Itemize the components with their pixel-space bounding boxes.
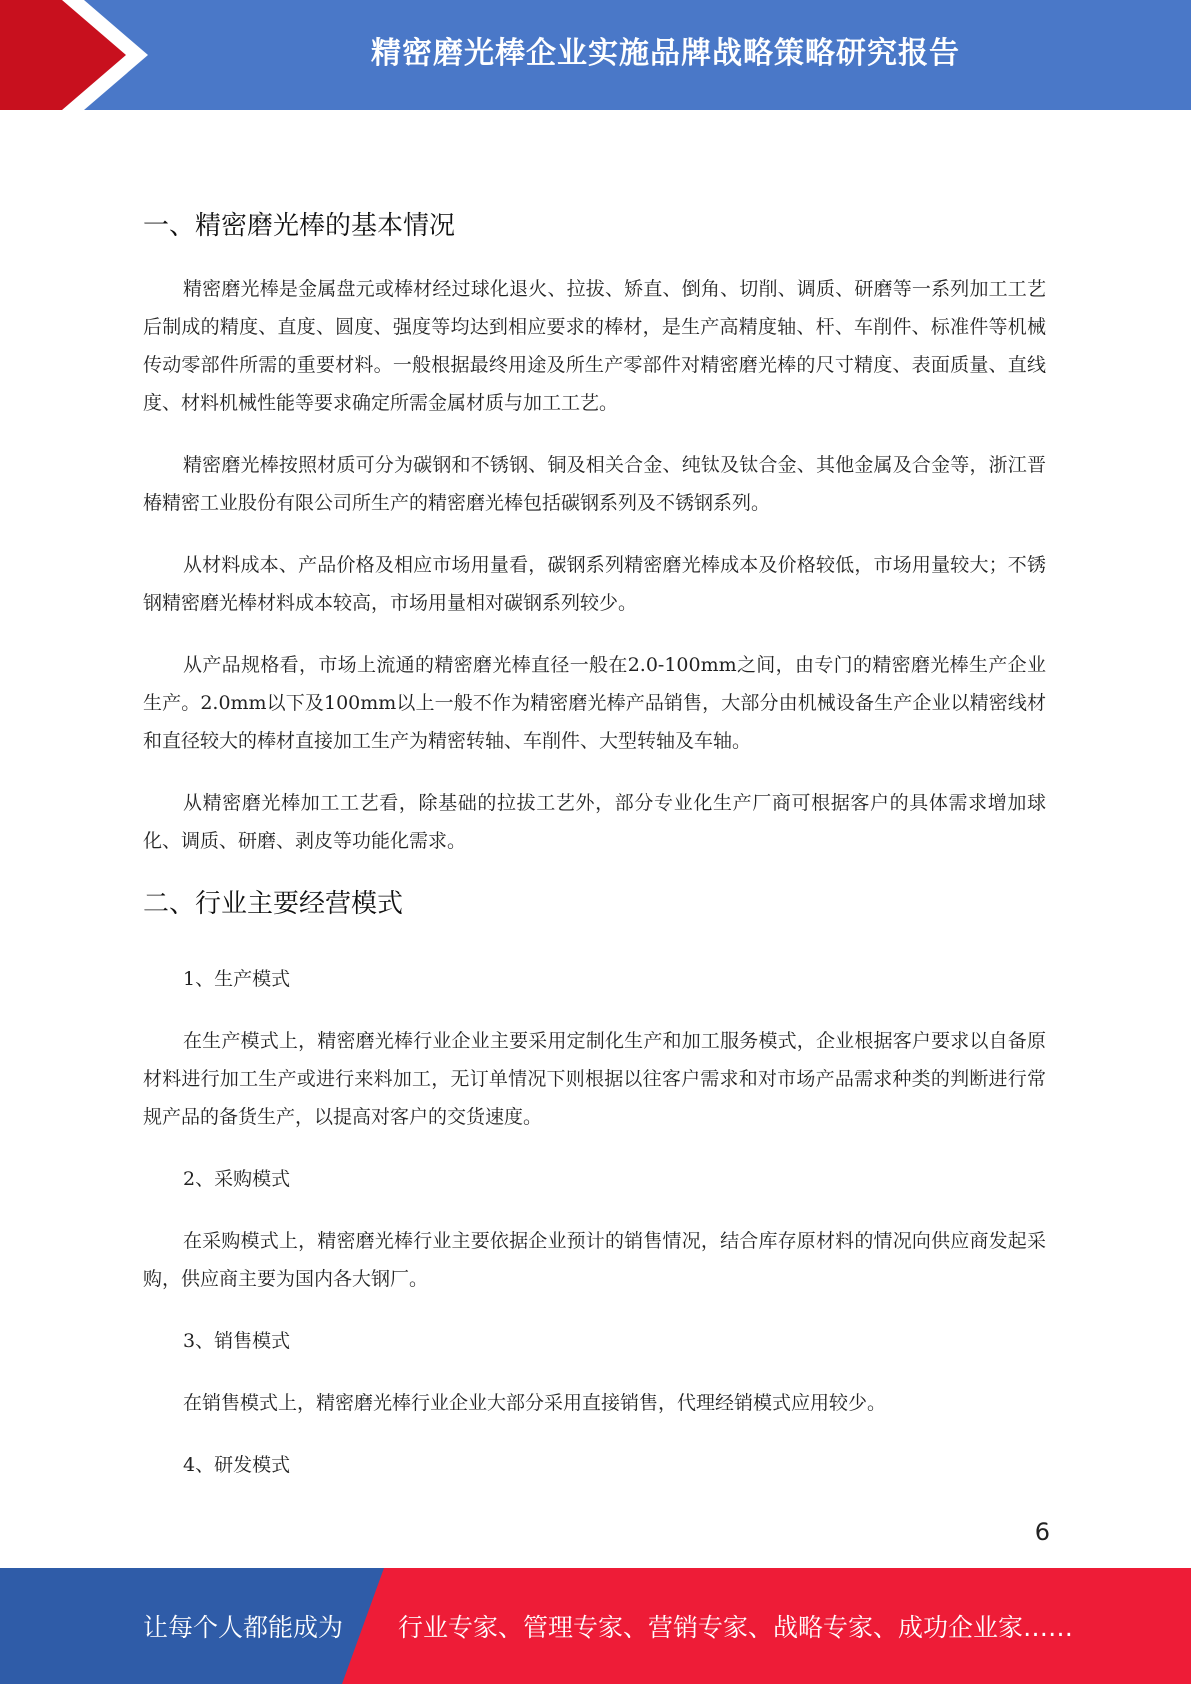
subsection-title-production: 1、生产模式	[183, 968, 291, 990]
footer-slogan-right: 行业专家、管理专家、营销专家、战略专家、成功企业家……	[398, 1613, 1074, 1642]
paragraph: 从材料成本、产品价格及相应市场用量看，碳钢系列精密磨光棒成本及价格较低，市场用量较大；不锈钢精密磨光棒材料成本较高，市场用量相对碳钢系列较少。	[143, 554, 1046, 614]
paragraph: 从精密磨光棒加工工艺看，除基础的拉拔工艺外，部分专业化生产厂商可根据客户的具体需求增加球化、调质、研磨、剥皮等功能化需求。	[143, 792, 1046, 852]
paragraph: 在销售模式上，精密磨光棒行业企业大部分采用直接销售，代理经销模式应用较少。	[183, 1392, 887, 1414]
subsection-title-sales: 3、销售模式	[183, 1330, 291, 1352]
report-title: 精密磨光棒企业实施品牌战略策略研究报告	[371, 36, 960, 71]
subsection-title-rnd: 4、研发模式	[183, 1454, 291, 1476]
page-header	[0, 0, 1191, 110]
section-heading-basic-info: 一、精密磨光棒的基本情况	[143, 211, 456, 241]
footer-slogan-left: 让每个人都能成为	[143, 1613, 344, 1642]
page-number: 6	[1034, 1518, 1050, 1546]
paragraph: 精密磨光棒是金属盘元或棒材经过球化退火、拉拔、矫直、倒角、切削、调质、研磨等一系列加工工艺后制成的精度、直度、圆度、强度等均达到相应要求的棒材，是生产高精度轴、杆、车削件、标准件等机械传动零部件所需的重要材料。一般根据最终用途及所生产零部件对精密磨光棒的尺寸精度、表面质量、直线度、材料机械性能等要求确定所需金属材质与加工工艺。	[143, 278, 1046, 414]
header-arrow-icon	[0, 0, 160, 110]
page-footer	[0, 1568, 1191, 1684]
document-body	[143, 200, 1046, 1484]
paragraph: 在采购模式上，精密磨光棒行业主要依据企业预计的销售情况，结合库存原材料的情况向供应商发起采购，供应商主要为国内各大钢厂。	[143, 1230, 1046, 1290]
paragraph: 从产品规格看，市场上流通的精密磨光棒直径一般在2.0-100mm之间，由专门的精密磨光棒生产企业生产。2.0mm以下及100mm以上一般不作为精密磨光棒产品销售，大部分由机械设备生产企业以精密线材和直径较大的棒材直接加工生产为精密转轴、车削件、大型转轴及车轴。	[143, 654, 1046, 752]
subsection-title-procurement: 2、采购模式	[183, 1168, 291, 1190]
paragraph: 精密磨光棒按照材质可分为碳钢和不锈钢、铜及相关合金、纯钛及钛合金、其他金属及合金等，浙江晋椿精密工业股份有限公司所生产的精密磨光棒包括碳钢系列及不锈钢系列。	[143, 454, 1046, 514]
section-heading-business-model: 二、行业主要经营模式	[143, 889, 404, 919]
paragraph: 在生产模式上，精密磨光棒行业企业主要采用定制化生产和加工服务模式，企业根据客户要求以自备原材料进行加工生产或进行来料加工，无订单情况下则根据以往客户需求和对市场产品需求种类的判断进行常规产品的备货生产，以提高对客户的交货速度。	[143, 1030, 1046, 1128]
